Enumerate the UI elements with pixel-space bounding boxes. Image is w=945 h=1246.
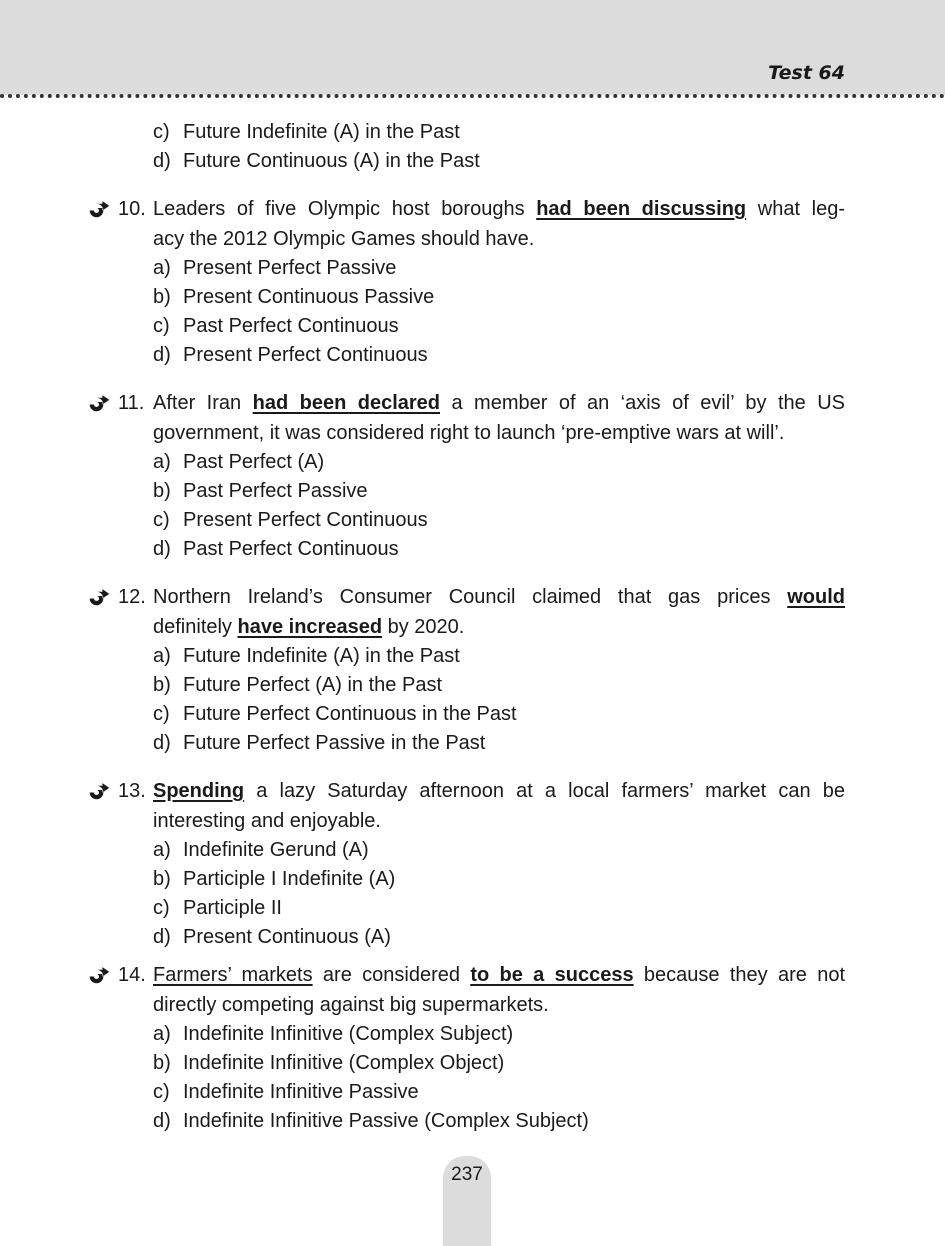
arrow-bullet-icon	[88, 781, 114, 801]
option-item: a) Future Indefinite (A) in the Past	[153, 645, 460, 667]
option-item: b) Indefinite Infinitive (Complex Object)	[153, 1052, 505, 1074]
dotted-divider	[0, 94, 945, 98]
option-item: d) Indefinite Infinitive Passive (Complex Subject)	[153, 1110, 589, 1132]
option-item: c) Participle II	[153, 897, 282, 919]
page-content	[0, 118, 945, 1136]
option-item: a) Present Perfect Passive	[153, 257, 397, 279]
question-text-continued: acy the 2012 Olympic Games should have.	[153, 228, 535, 250]
arrow-bullet-icon	[88, 393, 114, 413]
question-text-continued: definitely have increased by 2020.	[153, 616, 465, 638]
question-number: 13.	[118, 780, 146, 802]
underlined-subject: Farmers’ markets	[153, 964, 313, 986]
question-11	[0, 388, 945, 564]
arrow-bullet-icon	[88, 587, 114, 607]
option-item: c) Future Perfect Continuous in the Past	[153, 703, 517, 725]
question-number: 12.	[118, 586, 146, 608]
question-text: 14. Farmers’ markets are considered to be a success because they are not	[153, 960, 845, 990]
emphasized-phrase: had been declared	[252, 392, 441, 414]
option-item: a) Past Perfect (A)	[153, 451, 325, 473]
question-text: 10. Leaders of five Olympic host boroughs had been discussing what leg-	[153, 194, 845, 224]
question-13	[0, 776, 945, 952]
option-item: c) Past Perfect Continuous	[153, 315, 399, 337]
option-item: d) Present Perfect Continuous	[153, 344, 428, 366]
question-text-continued: directly competing against big supermarkets.	[153, 994, 549, 1016]
emphasized-phrase: had been discussing	[536, 198, 747, 220]
option-item: d) Present Continuous (A)	[153, 926, 391, 948]
page-number: 237	[451, 1164, 483, 1185]
arrow-bullet-icon	[88, 965, 114, 985]
question-text: 13. Spending a lazy Saturday afternoon at a local farmers’ market can be	[153, 776, 845, 806]
test-label: Test 64	[768, 62, 845, 84]
question-text-continued: interesting and enjoyable.	[153, 810, 381, 832]
question-number: 11.	[118, 392, 145, 414]
option-item: a) Indefinite Gerund (A)	[153, 839, 369, 861]
option-item: c) Indefinite Infinitive Passive	[153, 1081, 419, 1103]
question-number: 14.	[118, 964, 146, 986]
option-item: a) Indefinite Infinitive (Complex Subject)	[153, 1023, 514, 1045]
option-item: d) Past Perfect Continuous	[153, 538, 399, 560]
option-item: d) Future Perfect Passive in the Past	[153, 732, 486, 754]
emphasized-phrase: Spending	[153, 780, 245, 802]
option-item: b) Present Continuous Passive	[153, 286, 435, 308]
option-item: b) Future Perfect (A) in the Past	[153, 674, 442, 696]
emphasized-phrase: to be a success	[470, 964, 634, 986]
question-text: 11. After Iran had been declared a member of an ‘axis of evil’ by the US	[153, 388, 845, 418]
question-12	[0, 582, 945, 758]
emphasized-phrase: have increased	[237, 616, 383, 638]
option-item: d) Future Continuous (A) in the Past	[153, 150, 480, 172]
question-14	[0, 960, 945, 1136]
question-number: 10.	[118, 198, 146, 220]
option-item: c) Future Indefinite (A) in the Past	[153, 121, 460, 143]
emphasized-phrase: would	[787, 586, 845, 608]
option-item: b) Past Perfect Passive	[153, 480, 368, 502]
question-text: 12. Northern Ireland’s Consumer Council claimed that gas prices would	[153, 582, 845, 612]
question-text-continued: government, it was considered right to launch ‘pre-emptive wars at will’.	[153, 422, 785, 444]
option-item: b) Participle I Indefinite (A)	[153, 868, 396, 890]
arrow-bullet-icon	[88, 199, 114, 219]
option-item: c) Present Perfect Continuous	[153, 509, 428, 531]
question-10	[0, 194, 945, 370]
